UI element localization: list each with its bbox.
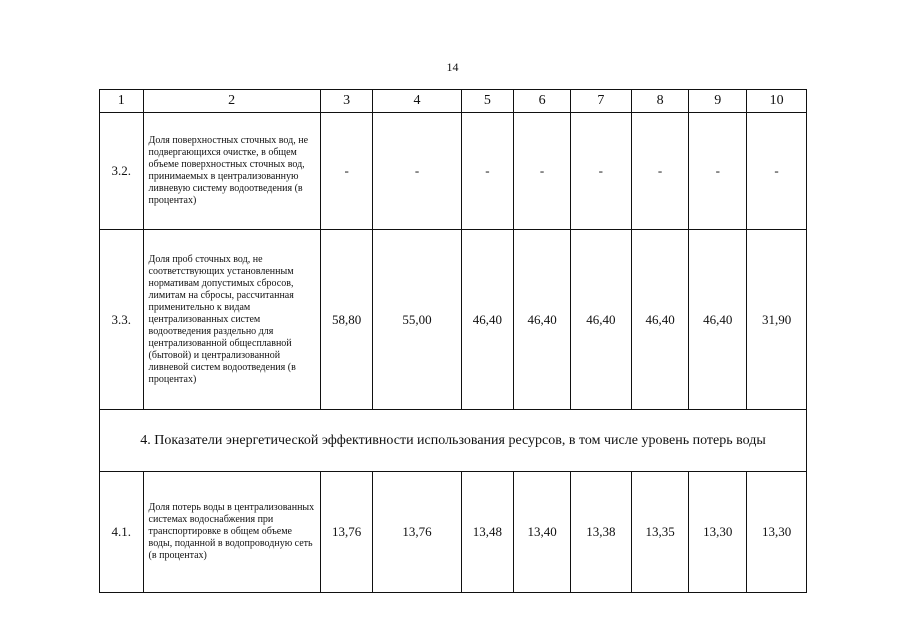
value-cell: - bbox=[747, 113, 807, 230]
table-row bbox=[100, 230, 807, 410]
value-cell: 46,40 bbox=[461, 230, 514, 410]
value-cell: 58,80 bbox=[320, 230, 373, 410]
value-cell: 13,38 bbox=[570, 472, 631, 593]
header-cell: 4 bbox=[373, 90, 461, 113]
header-cell: 8 bbox=[631, 90, 689, 113]
value-cell: 13,30 bbox=[689, 472, 747, 593]
value-cell: 13,35 bbox=[631, 472, 689, 593]
value-cell: 13,30 bbox=[747, 472, 807, 593]
header-cell: 2 bbox=[143, 90, 320, 113]
page-number: 14 bbox=[446, 60, 459, 74]
row-description: Доля поверхностных сточных вод, не подвергающихся очистке, в общем объеме поверхностных сточных вод, принимаемых в централизованную ливневую систему водоотведения (в процентах) bbox=[143, 113, 320, 230]
row-description: Доля потерь воды в централизованных системах водоснабжения при транспортировке в общем объеме воды, поданной в водопроводную сеть (в процентах) bbox=[143, 472, 320, 593]
value-cell: - bbox=[514, 113, 571, 230]
value-cell: 13,40 bbox=[514, 472, 571, 593]
value-cell: - bbox=[631, 113, 689, 230]
value-cell: - bbox=[320, 113, 373, 230]
table-row bbox=[100, 113, 807, 230]
row-number: 4.1. bbox=[100, 472, 144, 593]
row-number: 3.2. bbox=[100, 113, 144, 230]
value-cell: 31,90 bbox=[747, 230, 807, 410]
row-description: Доля проб сточных вод, не соответствующих установленным нормативам допустимых сбросов, лимитам на сбросы, рассчитанная применительно к видам централизованных систем водоотведения раздельно для централизованной общесплавной (бытовой) и централизованной ливневой систем водоотведения (в процентах) bbox=[143, 230, 320, 410]
value-cell: - bbox=[373, 113, 461, 230]
value-cell: 46,40 bbox=[631, 230, 689, 410]
header-cell: 1 bbox=[100, 90, 144, 113]
value-cell: - bbox=[689, 113, 747, 230]
value-cell: 13,76 bbox=[373, 472, 461, 593]
value-cell: - bbox=[570, 113, 631, 230]
value-cell: 46,40 bbox=[570, 230, 631, 410]
header-cell: 10 bbox=[747, 90, 807, 113]
value-cell: 46,40 bbox=[514, 230, 571, 410]
indicators-table bbox=[99, 89, 807, 593]
row-number: 3.3. bbox=[100, 230, 144, 410]
section-row bbox=[100, 410, 807, 472]
header-cell: 5 bbox=[461, 90, 514, 113]
header-cell: 9 bbox=[689, 90, 747, 113]
header-cell: 6 bbox=[514, 90, 571, 113]
header-cell: 3 bbox=[320, 90, 373, 113]
header-row bbox=[100, 90, 807, 113]
value-cell: - bbox=[461, 113, 514, 230]
section-heading: 4. Показатели энергетической эффективности использования ресурсов, в том числе уровень потерь воды bbox=[100, 410, 807, 472]
table-row bbox=[100, 472, 807, 593]
header-cell: 7 bbox=[570, 90, 631, 113]
value-cell: 13,48 bbox=[461, 472, 514, 593]
value-cell: 13,76 bbox=[320, 472, 373, 593]
value-cell: 46,40 bbox=[689, 230, 747, 410]
value-cell: 55,00 bbox=[373, 230, 461, 410]
